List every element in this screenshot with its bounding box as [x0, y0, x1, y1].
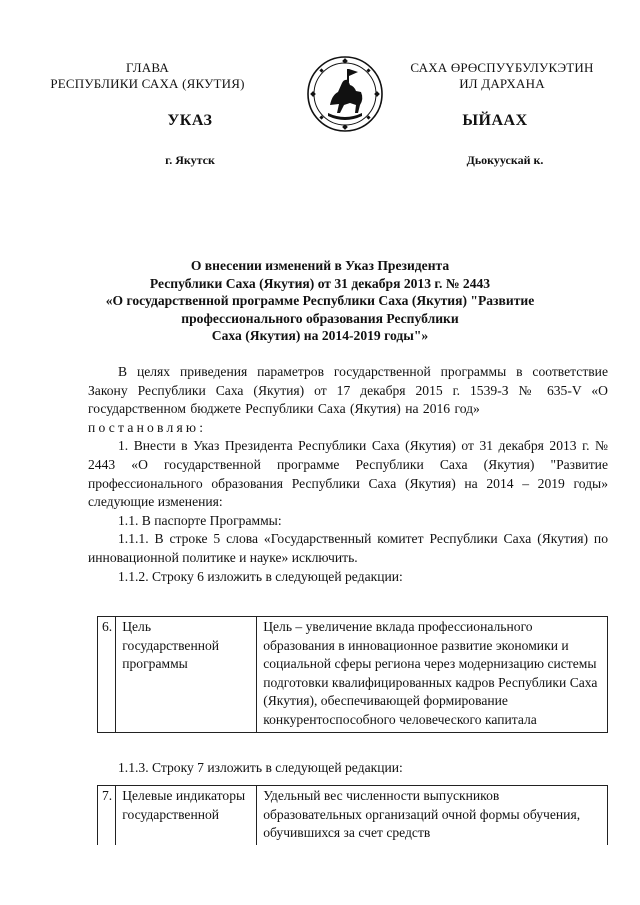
doc-type-sakha: ЫЙААХ — [462, 112, 528, 129]
row-7-label: Целевые индикаторы государственной — [116, 786, 257, 845]
header-right-title — [392, 60, 612, 92]
row-7-content: Удельный вес численности выпускников образовательных организаций очной формы обучения, обучившихся за счет средств — [257, 786, 608, 845]
city-ru: г. Якутск — [165, 153, 215, 167]
paragraph-1-1: 1.1. В паспорте Программы: — [118, 512, 282, 528]
header-left-line2: РЕСПУБЛИКИ САХА (ЯКУТИЯ) — [50, 76, 245, 91]
city-sakha: Дьокуускай к. — [466, 153, 544, 167]
program-passport-row-6 — [97, 616, 608, 733]
header-right-line2: ИЛ ДАРХАНА — [459, 76, 545, 91]
doc-type-ru: УКАЗ — [167, 112, 213, 129]
decree-body — [88, 363, 608, 586]
title-line4: профессионального образования Республики — [181, 310, 459, 326]
row-6-number: 6. — [98, 617, 116, 733]
paragraph-1-1-2: 1.1.2. Строку 6 изложить в следующей редакции: — [118, 568, 403, 584]
title-line3: «О государственной программе Республики Саха (Якутия) "Развитие — [105, 293, 535, 309]
row-6-content: Цель – увеличение вклада профессионального образования в инновационное развитие экономики и социальной сферы региона через модернизацию системы подготовки квалифицированных кадров Республики Саха (Якутия), обеспечивающей формирование конкурентоспособного человеческого капитала — [257, 617, 608, 733]
header-left-title — [40, 60, 255, 92]
coat-of-arms-emblem — [306, 55, 384, 133]
paragraph-1-1-1: 1.1.1. В строке 5 слова «Государственный комитет Республики Саха (Якутия) по инновационной политике и науке» исключить. — [88, 531, 608, 565]
paragraph-1: 1. Внести в Указ Президента Республики Саха (Якутия) от 31 декабря 2013 г. № 2443 «О государственной программе Республики Саха (Якутия) "Развитие профессионального образования Республики Саха (Якутия) на 2014 – 2019 годы» следующие изменения: — [88, 438, 608, 510]
decree-title — [60, 257, 580, 345]
program-passport-row-7 — [97, 785, 608, 845]
header-left-line1: ГЛАВА — [126, 60, 169, 75]
title-line5: Саха (Якутия) на 2014-2019 годы"» — [211, 328, 429, 344]
decree-word: постановляю: — [88, 419, 207, 435]
row-6-label: Цель государственной программы — [116, 617, 257, 733]
header-right-line1: САХА ӨРӨСПУҮБУЛУКЭТИН — [410, 60, 594, 75]
row-7-number: 7. — [98, 786, 116, 845]
paragraph-1-1-3: 1.1.3. Строку 7 изложить в следующей редакции: — [118, 760, 403, 775]
preamble-paragraph: В целях приведения параметров государственной программы в соответствие Закону Республики Саха (Якутия) от 17 декабря 2015 г. 1539-З № 635-V «О государственном бюджете Республики Саха (Якутия) на 2016 год» — [88, 364, 608, 417]
title-line1: О внесении изменений в Указ Президента — [190, 258, 450, 273]
title-line2: Республики Саха (Якутия) от 31 декабря 2013 г. № 2443 — [149, 275, 491, 291]
